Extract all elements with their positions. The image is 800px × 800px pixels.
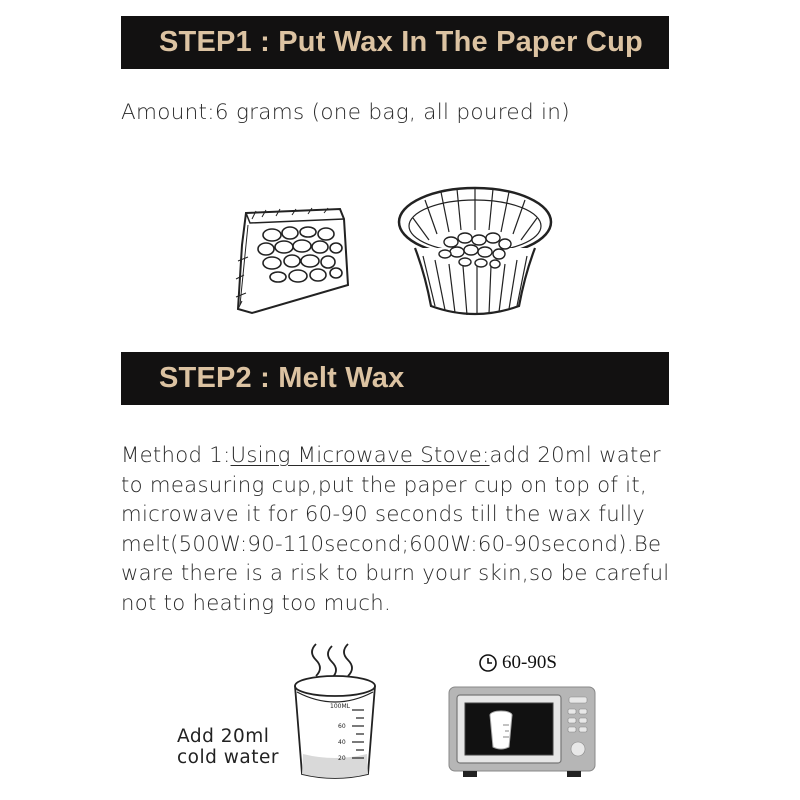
- step1-title: STEP1 : Put Wax In The Paper Cup: [159, 26, 643, 58]
- cup-label: [177, 726, 279, 768]
- step2-banner: [121, 352, 669, 405]
- method-prefix: Method 1:: [121, 442, 231, 467]
- step2-title: STEP2 : Melt Wax: [159, 362, 405, 394]
- method-line-2: to measuring cup,put the paper cup on top of it,: [121, 471, 647, 497]
- mark-100ml: 100ML: [330, 703, 350, 710]
- cup-label-line-1: Add 20ml: [177, 726, 270, 747]
- amount-text: Amount:6 grams (one bag, all poured in): [121, 100, 570, 125]
- method-line-1: [121, 440, 670, 470]
- method-line-5: ware there is a risk to burn your skin,so be careful: [121, 560, 670, 586]
- method-line-1-rest: add 20ml water: [489, 442, 661, 467]
- wax-bag-illustration: [232, 205, 362, 320]
- method-line-6: not to heating too much.: [121, 589, 392, 615]
- method-line-3: microwave it for 60-90 seconds till the wax fully: [121, 501, 646, 527]
- microwave-method-link: Using Microwave Stove:: [230, 442, 490, 467]
- step1-banner: [121, 16, 669, 69]
- mark-40: 40: [338, 739, 346, 746]
- method-line-4: melt(500W:90-110second;600W:60-90second).Be: [121, 530, 662, 556]
- mark-20: 20: [338, 755, 346, 762]
- timer-text: 60-90S: [502, 652, 557, 673]
- cup-inside-icon: [490, 711, 512, 749]
- method-text: [121, 440, 670, 618]
- steam-icon: [312, 644, 352, 678]
- paper-cup-illustration: [395, 178, 555, 323]
- timer: [478, 652, 557, 674]
- clock-icon: [478, 653, 498, 673]
- measuring-cup-illustration: [288, 642, 383, 782]
- cup-label-line-2: cold water: [177, 747, 279, 768]
- mark-60: 60: [338, 723, 346, 730]
- microwave-illustration: [447, 685, 597, 780]
